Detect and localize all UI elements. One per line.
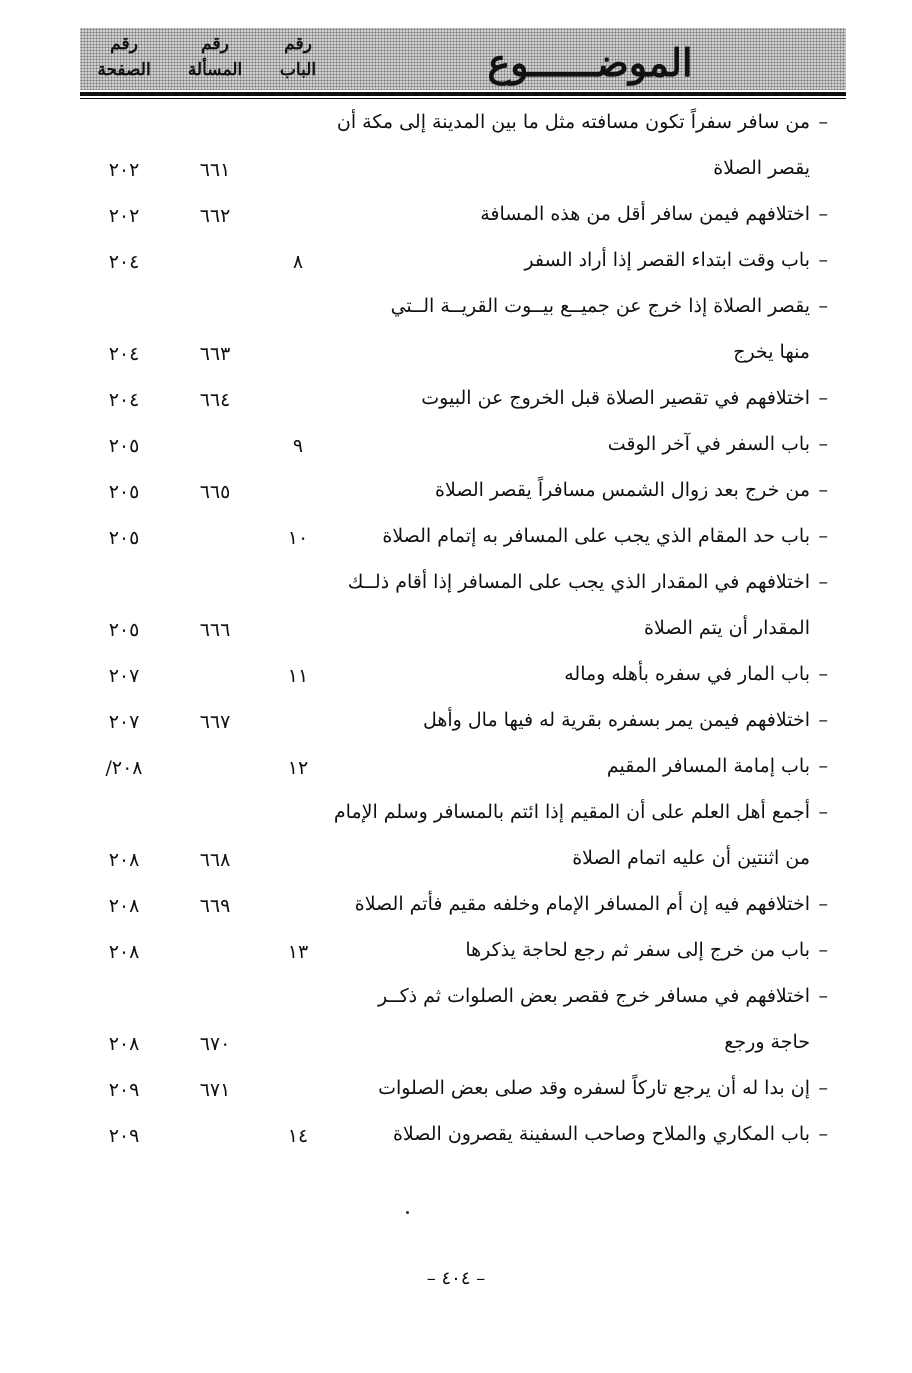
entry-text: أجمع أهل العلم على أن المقيم إذا ائتم بالمسافر وسلم الإمام [333,801,810,823]
page-ref: ٢٠٧ [108,711,140,733]
table-row [80,563,846,609]
entry-text: من خرج بعد زوال الشمس مسافراً يقصر الصلاة [435,479,810,501]
entry-text: إن بدا له أن يرجع تاركاً لسفره وقد صلى بعض الصلوات [378,1077,810,1099]
entry-dash: – [818,387,828,409]
entry-dash: – [818,663,828,685]
entry-dash: – [818,1123,828,1145]
table-row [80,655,846,701]
entry-text: اختلافهم في مسافر خرج فقصر بعض الصلوات ثم ذكــر [377,985,810,1007]
chapter-number: ٨ [292,251,304,273]
page-ref: ٢٠٨/ [105,757,143,779]
table-row [80,195,846,241]
page-ref: ٢٠٥ [108,435,140,457]
stray-dot [406,1211,409,1214]
header-chapter-cell [262,28,334,90]
index-rows [80,103,846,1161]
page-ref: ٢٠٨ [108,1033,140,1055]
page-ref: ٢٠٨ [108,941,140,963]
entry-text: باب وقت ابتداء القصر إذا أراد السفر [524,249,810,271]
chapter-number: ١٣ [287,941,309,963]
table-row [80,885,846,931]
entry-dash: – [818,709,828,731]
table-row [80,103,846,149]
table-row [80,1023,846,1069]
chapter-number: ١٤ [287,1125,309,1147]
table-row [80,1069,846,1115]
chapter-number: ٩ [292,435,304,457]
page-number: – ٤٠٤ – [426,1268,486,1289]
entry-dash: – [818,755,828,777]
entry-dash: – [818,295,828,317]
entry-text: حاجة ورجع [724,1031,810,1053]
page-ref: ٢٠٨ [108,849,140,871]
page-ref: ٢٠٢ [108,159,140,181]
header-page-line2: الصفحة [97,60,151,80]
entry-dash: – [818,249,828,271]
issue-number: ٦٦٨ [199,849,231,871]
entry-text: من اثنتين أن عليه اتمام الصلاة [572,847,810,869]
entry-text: باب من خرج إلى سفر ثم رجع لحاجة يذكرها [465,939,810,961]
chapter-number: ١٠ [287,527,309,549]
chapter-number: ١٢ [287,757,309,779]
table-row [80,1115,846,1161]
entry-dash: – [818,939,828,961]
table-row [80,747,846,793]
entry-dash: – [818,433,828,455]
entry-dash: – [818,479,828,501]
issue-number: ٦٦٩ [199,895,231,917]
header-subject-cell [334,28,846,90]
chapter-number: ١١ [287,665,309,687]
table-row [80,287,846,333]
page-ref: ٢٠٤ [108,251,140,273]
entry-dash: – [818,111,828,133]
header-rule-thin [80,98,846,99]
page-ref: ٢٠٥ [108,527,140,549]
entry-text: باب المكاري والملاح وصاحب السفينة يقصرون الصلاة [392,1123,810,1145]
table-row [80,839,846,885]
entry-text: اختلافهم فيه إن أم المسافر الإمام وخلفه مقيم فأتم الصلاة [354,893,810,915]
entry-text: اختلافهم فيمن سافر أقل من هذه المسافة [480,203,810,225]
issue-number: ٦٦٦ [199,619,231,641]
page-ref: ٢٠٥ [108,481,140,503]
header-subject-label: الموضــــــوع [487,40,693,85]
entry-text: اختلافهم فيمن يمر بسفره بقرية له فيها مال وأهل [422,709,810,731]
table-row [80,701,846,747]
entry-text: من سافر سفراً تكون مسافته مثل ما بين المدينة إلى مكة أن [336,111,810,133]
entry-dash: – [818,1077,828,1099]
entry-text: باب السفر في آخر الوقت [607,433,810,455]
entry-text: باب المار في سفره بأهله وماله [564,663,810,685]
table-row [80,241,846,287]
table-row [80,609,846,655]
table-row [80,977,846,1023]
page-ref: ٢٠٥ [108,619,140,641]
issue-number: ٦٧١ [199,1079,231,1101]
table-header [80,28,846,90]
entry-text: منها يخرج [733,341,810,363]
page-ref: ٢٠٩ [108,1125,140,1147]
table-row [80,793,846,839]
page-ref: ٢٠٨ [108,895,140,917]
issue-number: ٦٦٧ [199,711,231,733]
table-row [80,471,846,517]
entry-text: يقصر الصلاة [713,157,810,179]
entry-dash: – [818,985,828,1007]
table-row [80,149,846,195]
table-row [80,931,846,977]
header-issue-line2: المسألة [187,60,243,80]
page-ref: ٢٠٤ [108,389,140,411]
issue-number: ٦٦٣ [199,343,231,365]
page-ref: ٢٠٧ [108,665,140,687]
issue-number: ٦٧٠ [199,1033,231,1055]
issue-number: ٦٦٢ [199,205,231,227]
entry-dash: – [818,801,828,823]
page-ref: ٢٠٤ [108,343,140,365]
entry-dash: – [818,525,828,547]
header-page-cell [80,28,168,90]
entry-dash: – [818,893,828,915]
issue-number: ٦٦١ [199,159,231,181]
entry-text: باب إمامة المسافر المقيم [606,755,810,777]
entry-text: باب حد المقام الذي يجب على المسافر به إتمام الصلاة [382,525,810,547]
entry-text: يقصر الصلاة إذا خرج عن جميــع بيــوت القريــة الــتي [390,295,810,317]
entry-dash: – [818,571,828,593]
page-ref: ٢٠٩ [108,1079,140,1101]
issue-number: ٦٦٥ [199,481,231,503]
entry-text: اختلافهم في المقدار الذي يجب على المسافر إذا أقام ذلــك [347,571,810,593]
issue-number: ٦٦٤ [199,389,231,411]
page-ref: ٢٠٢ [108,205,140,227]
header-rule-thick [80,92,846,96]
table-row [80,425,846,471]
table-row [80,379,846,425]
header-issue-cell [168,28,262,90]
table-row [80,333,846,379]
table-row [80,517,846,563]
header-chapter-line1: رقم [284,34,312,54]
header-chapter-line2: الباب [279,60,317,80]
entry-dash: – [818,203,828,225]
header-page-line1: رقم [110,34,138,54]
entry-text: اختلافهم في تقصير الصلاة قبل الخروج عن البيوت [421,387,810,409]
header-issue-line1: رقم [201,34,229,54]
entry-text: المقدار أن يتم الصلاة [644,617,810,639]
